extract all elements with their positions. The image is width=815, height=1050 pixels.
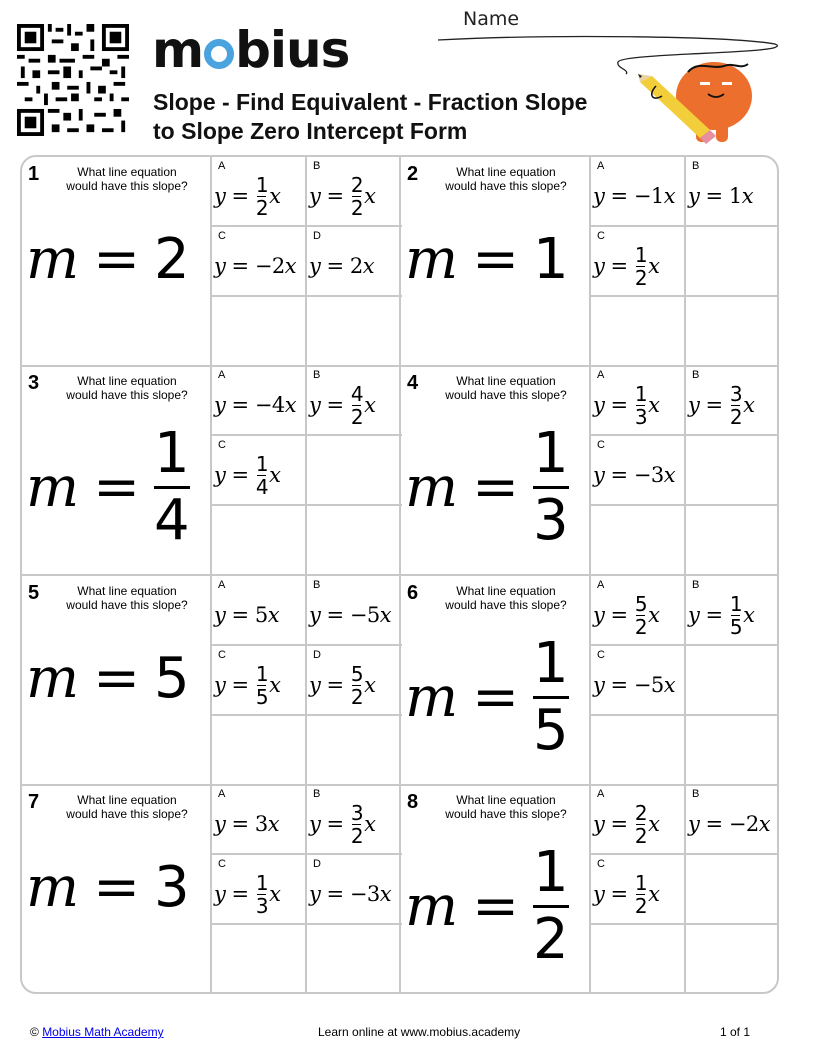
empty-answer-cell[interactable] bbox=[686, 646, 779, 716]
page-indicator: 1 of 1 bbox=[720, 1025, 751, 1039]
option-equation: y = −4 x bbox=[214, 393, 297, 417]
slope-numerator: 1 bbox=[533, 421, 569, 486]
option-a[interactable] bbox=[591, 576, 686, 646]
problem-number: 2 bbox=[407, 163, 419, 185]
option-c[interactable] bbox=[591, 855, 686, 925]
problem-6 bbox=[401, 576, 779, 786]
title-line-1: Slope - Find Equivalent - Fraction Slope bbox=[153, 89, 588, 115]
option-letter: C bbox=[597, 439, 605, 451]
slope-expression: m = $\frac{1}{5}$ bbox=[405, 631, 569, 763]
option-equation: y = 4 2 x bbox=[309, 381, 376, 429]
problem-number: 4 bbox=[407, 372, 419, 394]
coefficient: −5 bbox=[349, 603, 380, 627]
coefficient-fraction bbox=[350, 381, 364, 429]
problem-5 bbox=[22, 576, 401, 786]
coefficient: 2 bbox=[349, 254, 363, 278]
option-letter: C bbox=[597, 858, 605, 870]
option-letter: B bbox=[313, 579, 321, 591]
slope-numerator: 1 bbox=[154, 421, 190, 486]
option-b[interactable] bbox=[307, 576, 402, 646]
option-b[interactable] bbox=[686, 576, 779, 646]
coefficient: 1 bbox=[728, 184, 742, 208]
coefficient: −4 bbox=[254, 393, 285, 417]
coefficient-fraction bbox=[634, 800, 648, 848]
option-equation: y = 2 2 x bbox=[309, 172, 376, 220]
coef-numerator: 3 bbox=[729, 381, 743, 406]
question-prompt: What line equation would have this slope? bbox=[66, 374, 188, 402]
option-letter: A bbox=[597, 369, 605, 381]
coefficient-fraction bbox=[255, 661, 269, 709]
coef-numerator: 2 bbox=[350, 172, 364, 197]
option-equation: y = −5 x bbox=[309, 603, 392, 627]
option-b[interactable] bbox=[686, 157, 779, 227]
coef-denominator: 2 bbox=[634, 614, 648, 639]
empty-answer-cell[interactable] bbox=[591, 716, 686, 785]
option-letter: B bbox=[692, 579, 700, 591]
mascot-illustration bbox=[612, 52, 762, 147]
empty-answer-cell[interactable] bbox=[686, 925, 779, 994]
coefficient-fraction bbox=[350, 661, 364, 709]
coef-numerator: 1 bbox=[634, 381, 648, 406]
coef-numerator: 5 bbox=[634, 591, 648, 616]
worksheet-grid bbox=[20, 155, 779, 994]
problem-number: 8 bbox=[407, 791, 419, 813]
empty-answer-cell[interactable] bbox=[307, 436, 402, 506]
empty-answer-cell[interactable] bbox=[212, 297, 307, 366]
option-equation: y = −5 x bbox=[593, 673, 676, 697]
empty-answer-cell[interactable] bbox=[591, 297, 686, 366]
slope-fraction bbox=[533, 840, 569, 972]
coefficient: −5 bbox=[633, 673, 664, 697]
option-equation: y = 2 2 x bbox=[593, 800, 660, 848]
option-letter: B bbox=[313, 788, 321, 800]
coef-numerator: 1 bbox=[255, 661, 269, 686]
slope-value: 2 bbox=[154, 227, 190, 292]
option-d[interactable] bbox=[307, 855, 402, 925]
slope-denominator: 4 bbox=[154, 488, 190, 553]
option-letter: B bbox=[313, 160, 321, 172]
question-pane bbox=[401, 576, 591, 785]
title-line-2: to Slope Zero Intercept Form bbox=[153, 118, 468, 144]
coef-denominator: 2 bbox=[350, 195, 364, 220]
option-equation: y = 3 2 x bbox=[309, 800, 376, 848]
option-equation: y = −2 x bbox=[688, 812, 771, 836]
option-c[interactable] bbox=[591, 646, 686, 716]
coef-numerator: 1 bbox=[634, 242, 648, 267]
slope-fraction bbox=[533, 631, 569, 763]
slope-expression: m = $\frac{1}{2}$ bbox=[405, 840, 569, 972]
coef-numerator: 1 bbox=[634, 870, 648, 895]
option-equation: y = 1 4 x bbox=[214, 451, 281, 499]
coefficient-fraction bbox=[255, 870, 269, 918]
mobius-academy-link[interactable]: Mobius Math Academy bbox=[42, 1025, 164, 1039]
problem-4 bbox=[401, 366, 779, 576]
slope-fraction bbox=[154, 421, 190, 553]
option-letter: D bbox=[313, 230, 321, 242]
option-letter: D bbox=[313, 649, 321, 661]
slope-value: 1 bbox=[533, 227, 569, 292]
question-pane bbox=[22, 157, 212, 366]
coef-denominator: 2 bbox=[350, 823, 364, 848]
option-b[interactable] bbox=[686, 366, 779, 436]
slope-expression: m = $\frac{1}{3}$ bbox=[405, 421, 569, 553]
option-a[interactable] bbox=[212, 576, 307, 646]
slope-expression: m = 3 bbox=[26, 855, 190, 920]
coef-denominator: 5 bbox=[255, 684, 269, 709]
option-c[interactable] bbox=[212, 436, 307, 506]
option-a[interactable] bbox=[212, 157, 307, 227]
question-pane bbox=[22, 576, 212, 785]
option-a[interactable] bbox=[591, 785, 686, 855]
empty-answer-cell[interactable] bbox=[686, 227, 779, 297]
option-letter: C bbox=[597, 230, 605, 242]
slope-denominator: 2 bbox=[533, 907, 569, 972]
option-equation: y = −1 x bbox=[593, 184, 676, 208]
empty-answer-cell[interactable] bbox=[307, 297, 402, 366]
question-prompt: What line equation would have this slope? bbox=[66, 165, 188, 193]
option-letter: C bbox=[218, 230, 226, 242]
name-label: Name bbox=[463, 8, 520, 30]
coef-numerator: 1 bbox=[255, 172, 269, 197]
option-letter: A bbox=[597, 579, 605, 591]
problem-number: 3 bbox=[28, 372, 40, 394]
coef-numerator: 5 bbox=[350, 661, 364, 686]
option-equation: y = 1 3 x bbox=[593, 381, 660, 429]
empty-answer-cell[interactable] bbox=[307, 716, 402, 785]
option-equation: y = 1 x bbox=[688, 184, 754, 208]
coef-numerator: 3 bbox=[350, 800, 364, 825]
coefficient: −1 bbox=[633, 184, 664, 208]
problem-number: 7 bbox=[28, 791, 40, 813]
slope-value: 5 bbox=[154, 646, 190, 711]
coef-numerator: 1 bbox=[729, 591, 743, 616]
coef-denominator: 3 bbox=[255, 893, 269, 918]
qr-code bbox=[17, 24, 129, 136]
empty-answer-cell[interactable] bbox=[212, 716, 307, 785]
option-b[interactable] bbox=[307, 366, 402, 436]
option-equation: y = 5 2 x bbox=[593, 591, 660, 639]
coef-denominator: 2 bbox=[729, 404, 743, 429]
question-prompt: What line equation would have this slope? bbox=[445, 584, 567, 612]
empty-answer-cell[interactable] bbox=[686, 436, 779, 506]
footer-copyright bbox=[30, 1025, 164, 1039]
empty-answer-cell[interactable] bbox=[686, 855, 779, 925]
logo-circle-icon bbox=[204, 39, 234, 69]
option-equation: y = −3 x bbox=[593, 463, 676, 487]
option-equation: y = −2 x bbox=[214, 254, 297, 278]
question-prompt: What line equation would have this slope? bbox=[445, 165, 567, 193]
option-letter: A bbox=[218, 160, 226, 172]
worksheet-title bbox=[153, 88, 587, 146]
question-pane bbox=[22, 366, 212, 575]
option-a[interactable] bbox=[591, 366, 686, 436]
option-d[interactable] bbox=[307, 646, 402, 716]
copyright-symbol: © bbox=[30, 1025, 39, 1039]
option-letter: C bbox=[597, 649, 605, 661]
slope-expression: m = 2 bbox=[26, 227, 190, 292]
option-letter: A bbox=[597, 160, 605, 172]
coefficient: 3 bbox=[254, 812, 268, 836]
coef-numerator: 2 bbox=[634, 800, 648, 825]
coef-numerator: 1 bbox=[255, 870, 269, 895]
slope-value: 3 bbox=[154, 855, 190, 920]
option-equation: y = 1 3 x bbox=[214, 870, 281, 918]
empty-answer-cell[interactable] bbox=[307, 506, 402, 575]
coefficient: 5 bbox=[254, 603, 268, 627]
coefficient-fraction bbox=[350, 800, 364, 848]
slope-expression: m = $\frac{1}{4}$ bbox=[26, 421, 190, 553]
coefficient: −2 bbox=[728, 812, 759, 836]
coefficient-fraction bbox=[634, 381, 648, 429]
coefficient-fraction bbox=[729, 591, 743, 639]
option-letter: B bbox=[313, 369, 321, 381]
problem-number: 5 bbox=[28, 582, 40, 604]
question-prompt: What line equation would have this slope? bbox=[66, 793, 188, 821]
option-letter: A bbox=[218, 579, 226, 591]
option-letter: A bbox=[597, 788, 605, 800]
empty-answer-cell[interactable] bbox=[212, 506, 307, 575]
option-letter: C bbox=[218, 858, 226, 870]
option-equation: y = 5 x bbox=[214, 603, 280, 627]
problem-7 bbox=[22, 785, 401, 994]
option-c[interactable] bbox=[212, 646, 307, 716]
option-equation: y = 1 5 x bbox=[688, 591, 755, 639]
option-equation: y = 2 x bbox=[309, 254, 375, 278]
empty-answer-cell[interactable] bbox=[591, 925, 686, 994]
empty-answer-cell[interactable] bbox=[686, 716, 779, 785]
option-b[interactable] bbox=[307, 157, 402, 227]
problem-number: 1 bbox=[28, 163, 40, 185]
option-c[interactable] bbox=[212, 855, 307, 925]
option-letter: C bbox=[218, 439, 226, 451]
option-letter: A bbox=[218, 788, 226, 800]
coef-denominator: 2 bbox=[350, 404, 364, 429]
question-pane bbox=[401, 157, 591, 366]
coef-denominator: 2 bbox=[634, 893, 648, 918]
option-a[interactable] bbox=[212, 785, 307, 855]
mobius-logo: m bius bbox=[152, 21, 350, 79]
slope-denominator: 3 bbox=[533, 488, 569, 553]
slope-expression: m = 5 bbox=[26, 646, 190, 711]
option-c[interactable] bbox=[212, 227, 307, 297]
question-prompt: What line equation would have this slope? bbox=[445, 793, 567, 821]
coefficient: −2 bbox=[254, 254, 285, 278]
question-pane bbox=[401, 366, 591, 575]
coef-numerator: 1 bbox=[255, 451, 269, 476]
question-prompt: What line equation would have this slope? bbox=[445, 374, 567, 402]
coefficient-fraction bbox=[729, 381, 743, 429]
slope-denominator: 5 bbox=[533, 698, 569, 763]
option-a[interactable] bbox=[591, 157, 686, 227]
option-a[interactable] bbox=[212, 366, 307, 436]
option-letter: B bbox=[692, 160, 700, 172]
coef-denominator: 5 bbox=[729, 614, 743, 639]
option-equation: y = 3 2 x bbox=[688, 381, 755, 429]
coefficient: −3 bbox=[349, 882, 380, 906]
option-letter: B bbox=[692, 369, 700, 381]
coefficient-fraction bbox=[634, 870, 648, 918]
empty-answer-cell[interactable] bbox=[686, 297, 779, 366]
question-prompt: What line equation would have this slope? bbox=[66, 584, 188, 612]
option-b[interactable] bbox=[307, 785, 402, 855]
slope-fraction bbox=[533, 421, 569, 553]
option-equation: y = 1 2 x bbox=[214, 172, 281, 220]
coef-denominator: 4 bbox=[255, 474, 269, 499]
problem-3 bbox=[22, 366, 401, 576]
coef-denominator: 2 bbox=[634, 265, 648, 290]
option-equation: y = 5 2 x bbox=[309, 661, 376, 709]
empty-answer-cell[interactable] bbox=[591, 506, 686, 575]
footer-learn-online: Learn online at www.mobius.academy bbox=[318, 1025, 521, 1039]
coef-denominator: 2 bbox=[255, 195, 269, 220]
coefficient-fraction bbox=[255, 451, 269, 499]
problem-number: 6 bbox=[407, 582, 419, 604]
problem-2 bbox=[401, 157, 779, 367]
option-c[interactable] bbox=[591, 436, 686, 506]
coef-denominator: 3 bbox=[634, 404, 648, 429]
option-letter: C bbox=[218, 649, 226, 661]
empty-answer-cell[interactable] bbox=[212, 925, 307, 994]
option-equation: y = 1 5 x bbox=[214, 661, 281, 709]
option-letter: D bbox=[313, 858, 321, 870]
coef-denominator: 2 bbox=[634, 823, 648, 848]
slope-numerator: 1 bbox=[533, 631, 569, 696]
option-equation: y = 1 2 x bbox=[593, 242, 660, 290]
option-letter: A bbox=[218, 369, 226, 381]
question-pane bbox=[401, 785, 591, 994]
coefficient-fraction bbox=[634, 242, 648, 290]
option-equation: y = 3 x bbox=[214, 812, 280, 836]
option-c[interactable] bbox=[591, 227, 686, 297]
option-letter: B bbox=[692, 788, 700, 800]
problem-1 bbox=[22, 157, 401, 367]
slope-numerator: 1 bbox=[533, 840, 569, 905]
coef-numerator: 4 bbox=[350, 381, 364, 406]
coefficient-fraction bbox=[350, 172, 364, 220]
coefficient: −3 bbox=[633, 463, 664, 487]
slope-expression: m = 1 bbox=[405, 227, 569, 292]
option-equation: y = −3 x bbox=[309, 882, 392, 906]
option-equation: y = 1 2 x bbox=[593, 870, 660, 918]
empty-answer-cell[interactable] bbox=[686, 506, 779, 575]
coefficient-fraction bbox=[634, 591, 648, 639]
question-pane bbox=[22, 785, 212, 994]
coef-denominator: 2 bbox=[350, 684, 364, 709]
empty-answer-cell[interactable] bbox=[307, 925, 402, 994]
option-d[interactable] bbox=[307, 227, 402, 297]
problem-8 bbox=[401, 785, 779, 994]
coefficient-fraction bbox=[255, 172, 269, 220]
option-b[interactable] bbox=[686, 785, 779, 855]
